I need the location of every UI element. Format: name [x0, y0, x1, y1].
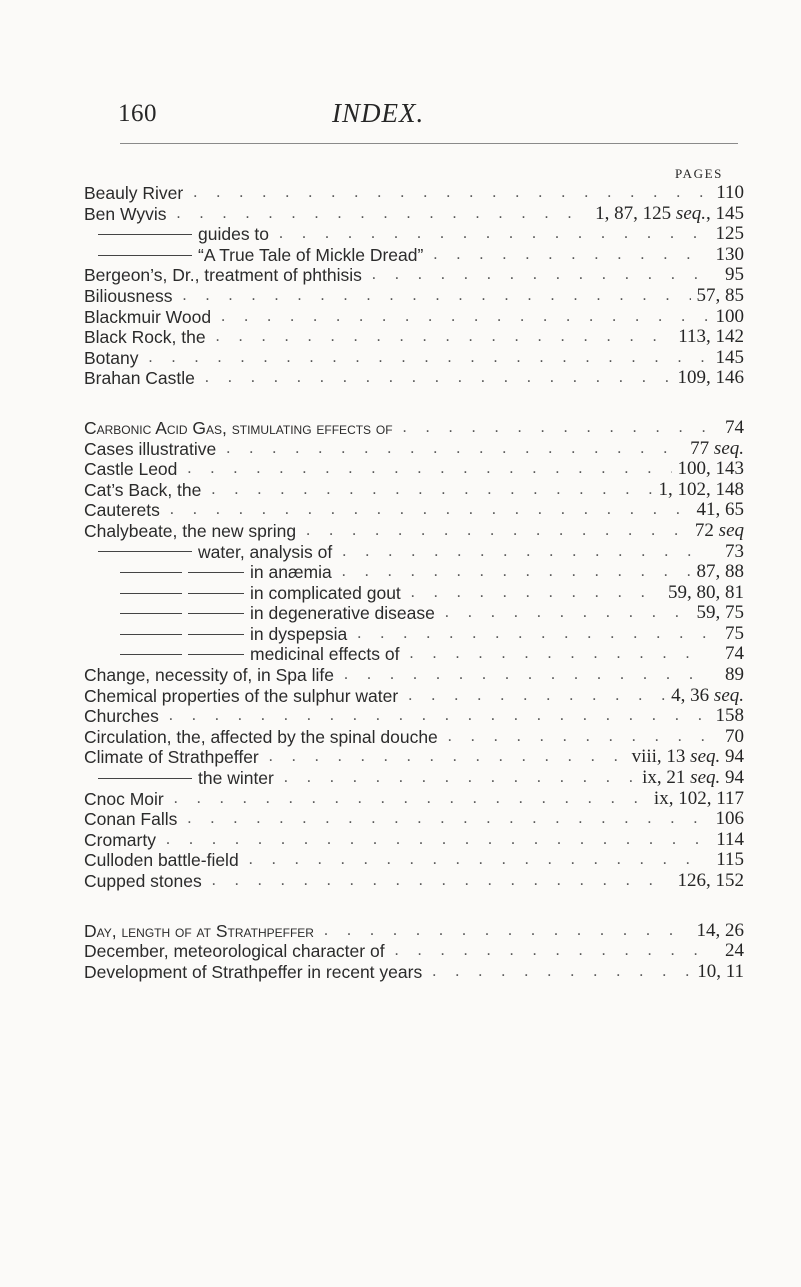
leader-dots	[393, 418, 708, 439]
index-term-text: water, analysis of	[198, 541, 333, 562]
leader-dots	[259, 747, 626, 768]
index-term	[84, 286, 173, 307]
leader-dots	[314, 921, 691, 942]
index-term	[84, 521, 296, 542]
index-pages: 130	[715, 243, 744, 265]
index-entry	[84, 809, 744, 830]
index-term	[84, 830, 156, 851]
index-pages: 125	[715, 223, 744, 245]
index-entry	[84, 286, 744, 307]
ditto-dash	[188, 654, 244, 655]
index-pages: 4, 36 seq.	[671, 684, 744, 706]
index-term-text: medicinal effects of	[250, 644, 400, 665]
ditto-dash	[188, 572, 244, 573]
index-term	[84, 480, 201, 501]
index-term	[84, 809, 177, 830]
index-entry	[84, 941, 744, 962]
leader-dots	[156, 830, 708, 851]
index-term-text: Black Rock, the	[84, 327, 206, 348]
ditto-dash	[188, 593, 244, 594]
index-entry	[84, 727, 744, 748]
header-rule	[120, 143, 738, 144]
leader-dots	[160, 500, 691, 521]
index-pages: 113, 142	[678, 326, 744, 348]
index-term-text: in anæmia	[250, 562, 332, 583]
index-term	[84, 224, 269, 245]
index-pages: 57, 85	[696, 284, 744, 306]
index-entry	[84, 307, 744, 328]
leader-dots	[216, 439, 684, 460]
ditto-dash	[120, 634, 182, 635]
index-pages: 87, 88	[696, 561, 744, 583]
index-term	[84, 789, 164, 810]
leader-dots	[296, 521, 689, 542]
index-term-text: Culloden battle-field	[84, 850, 239, 871]
index-entry	[84, 562, 744, 583]
index-term-text: in complicated gout	[250, 582, 401, 603]
index-pages: 109, 146	[677, 367, 744, 389]
index-term	[84, 603, 435, 624]
index-pages: 95	[725, 264, 744, 286]
index-entry	[84, 686, 744, 707]
leader-dots	[385, 941, 708, 962]
index-entry	[84, 624, 744, 645]
index-pages: 100	[715, 305, 744, 327]
index-group	[84, 921, 744, 983]
index-pages: 72 seq	[694, 519, 744, 541]
index-term	[84, 183, 183, 204]
page-header	[0, 0, 801, 140]
leader-dots	[167, 204, 590, 225]
index-pages: viii, 13 seq. 94	[631, 746, 744, 768]
running-title: INDEX.	[332, 98, 425, 128]
index-pages: 14, 26	[696, 919, 744, 941]
index-term-text: Churches	[84, 706, 159, 727]
leader-dots	[401, 583, 662, 604]
index-term-text: December, meteorological character of	[84, 941, 385, 962]
index-group	[84, 183, 744, 389]
index-entry	[84, 706, 744, 727]
leader-dots	[159, 706, 708, 727]
index-pages: 115	[716, 849, 744, 871]
index-term-text: Cauterets	[84, 500, 160, 521]
index-term	[84, 245, 423, 266]
index-term-text: in dyspepsia	[250, 623, 348, 644]
index-term	[84, 768, 274, 789]
index-term	[84, 204, 167, 225]
leader-dots	[239, 850, 708, 871]
index-entry	[84, 871, 744, 892]
leader-dots	[269, 224, 708, 245]
index-pages: 77 seq.	[690, 437, 744, 459]
ditto-dash	[98, 255, 192, 256]
leader-dots	[398, 686, 665, 707]
index-term	[84, 562, 332, 583]
index-term	[84, 418, 393, 439]
leader-dots	[173, 286, 691, 307]
index-entry	[84, 962, 744, 983]
index-pages: 75	[725, 622, 744, 644]
leader-dots	[201, 480, 652, 501]
index-term	[84, 459, 177, 480]
index-term-text: Ben Wyvis	[84, 203, 167, 224]
index-pages: 1, 87, 125 seq., 145	[595, 202, 744, 224]
index-pages: 114	[716, 828, 744, 850]
index-pages: 70	[725, 725, 744, 747]
index-pages: 10, 11	[697, 960, 744, 982]
leader-dots	[399, 644, 708, 665]
index-pages: 41, 65	[696, 499, 744, 521]
index-term-text: Chemical properties of the sulphur water	[84, 685, 399, 706]
index-term-text: Change, necessity of, in Spa life	[84, 665, 335, 686]
index-term-text: Cromarty	[84, 829, 156, 850]
index-term-text: Cupped stones	[84, 871, 202, 891]
ditto-dash	[188, 613, 244, 614]
index-entry	[84, 583, 744, 604]
index-term-text: “A True Tale of Mickle Dread”	[198, 244, 424, 265]
index-entry	[84, 665, 744, 686]
leader-dots	[202, 871, 672, 892]
index-term-text: Beauly River	[84, 183, 184, 203]
index-term-text: Bergeon’s, Dr., treatment of phthisis	[84, 265, 362, 286]
index-term-text: Day, length of at Strathpeffer	[84, 920, 314, 941]
index-term-text: Cat’s Back, the	[84, 479, 202, 500]
index-term	[84, 583, 401, 604]
index-term-text: Carbonic Acid Gas, stimulating effects of	[84, 417, 393, 438]
leader-dots	[177, 459, 671, 480]
leader-dots	[332, 542, 708, 563]
index-pages: 126, 152	[677, 870, 744, 891]
index-term	[84, 686, 398, 707]
leader-dots	[138, 348, 708, 369]
index-entry	[84, 789, 744, 810]
index-term	[84, 348, 138, 369]
ditto-dash	[188, 634, 244, 635]
index-term-text: Botany	[84, 347, 139, 368]
index-term	[84, 941, 385, 962]
index-pages: 89	[725, 664, 744, 686]
index-pages: 110	[716, 182, 744, 203]
index-entry	[84, 603, 744, 624]
index-term	[84, 727, 438, 748]
index-entry	[84, 521, 744, 542]
leader-dots	[211, 307, 708, 328]
leader-dots	[438, 727, 708, 748]
index-term-text: Castle Leod	[84, 459, 178, 480]
index-entry	[84, 224, 744, 245]
index-term-text: Blackmuir Wood	[84, 306, 212, 327]
index-entry	[84, 327, 744, 348]
page-number: 160	[118, 100, 157, 127]
index-term-text: guides to	[198, 224, 270, 245]
index-term-text: Circulation, the, affected by the spinal douche	[84, 726, 438, 747]
index-term-text: in degenerative disease	[250, 603, 435, 624]
leader-dots	[195, 368, 672, 389]
index-term	[84, 921, 314, 942]
index-pages: 145	[715, 346, 744, 368]
leader-dots	[422, 962, 691, 983]
index-term-text: Biliousness	[84, 285, 173, 306]
index-entry	[84, 439, 744, 460]
index-term	[84, 962, 422, 983]
index-pages: 1, 102, 148	[658, 478, 744, 500]
index-term	[84, 368, 195, 389]
index-pages: 74	[725, 416, 744, 438]
index-term-text: Development of Strathpeffer in recent years	[84, 961, 423, 982]
index-pages: ix, 21 seq. 94	[642, 767, 744, 789]
leader-dots	[206, 327, 673, 348]
leader-dots	[164, 789, 648, 810]
leader-dots	[362, 265, 708, 286]
index-pages: 100, 143	[677, 458, 744, 480]
index-term-text: Conan Falls	[84, 809, 178, 830]
index-term	[84, 624, 347, 645]
leader-dots	[177, 809, 708, 830]
index-entry	[84, 183, 744, 204]
ditto-dash	[98, 778, 192, 779]
index-term	[84, 850, 239, 871]
leader-dots	[332, 562, 691, 583]
index-term	[84, 542, 332, 563]
index-term	[84, 439, 216, 460]
index-pages: 24	[725, 940, 744, 962]
index-term-text: Cnoc Moir	[84, 788, 164, 809]
index-pages: 106	[715, 808, 744, 830]
index-term	[84, 307, 211, 328]
leader-dots	[274, 768, 636, 789]
index-pages: ix, 102, 117	[653, 787, 744, 809]
index-term	[84, 665, 334, 686]
ditto-dash	[98, 551, 192, 552]
index-entry	[84, 747, 744, 768]
index-entry	[84, 480, 744, 501]
index-entry	[84, 768, 744, 789]
ditto-dash	[98, 234, 192, 235]
leader-dots	[334, 665, 708, 686]
index-entry	[84, 265, 744, 286]
index-term	[84, 871, 202, 892]
index-term-text: the winter	[198, 768, 274, 789]
index-term	[84, 500, 160, 521]
leader-dots	[347, 624, 708, 645]
leader-dots	[423, 245, 708, 266]
index-term-text: Brahan Castle	[84, 368, 195, 389]
index-entry	[84, 921, 744, 942]
index-term	[84, 644, 399, 665]
index-term-text: Cases illustrative	[84, 438, 217, 459]
index-entry	[84, 348, 744, 369]
index-entry	[84, 850, 744, 871]
ditto-dash	[120, 593, 182, 594]
index-term	[84, 747, 259, 768]
leader-dots	[435, 603, 691, 624]
ditto-dash	[120, 572, 182, 573]
ditto-dash	[120, 654, 182, 655]
index-entry	[84, 245, 744, 266]
index-pages: 59, 80, 81	[668, 581, 744, 603]
pages-column-label: PAGES	[675, 166, 723, 181]
index-entry	[84, 644, 744, 665]
index-term-text: Climate of Strathpeffer	[84, 747, 259, 768]
index-entry	[84, 542, 744, 563]
index-term-text: Chalybeate, the new spring	[84, 520, 297, 541]
index-term	[84, 327, 206, 348]
index-pages: 59, 75	[696, 602, 744, 624]
index-group	[84, 418, 744, 892]
index-term	[84, 706, 159, 727]
index-pages: 158	[715, 705, 744, 727]
index-list	[84, 183, 744, 1011]
index-entry	[84, 500, 744, 521]
index-entry	[84, 204, 744, 225]
index-pages: 74	[725, 643, 744, 665]
index-term	[84, 265, 362, 286]
index-entry	[84, 459, 744, 480]
leader-dots	[183, 183, 708, 204]
ditto-dash	[120, 613, 182, 614]
index-entry	[84, 830, 744, 851]
index-pages: 73	[725, 540, 744, 562]
index-entry	[84, 368, 744, 389]
index-entry	[84, 418, 744, 439]
